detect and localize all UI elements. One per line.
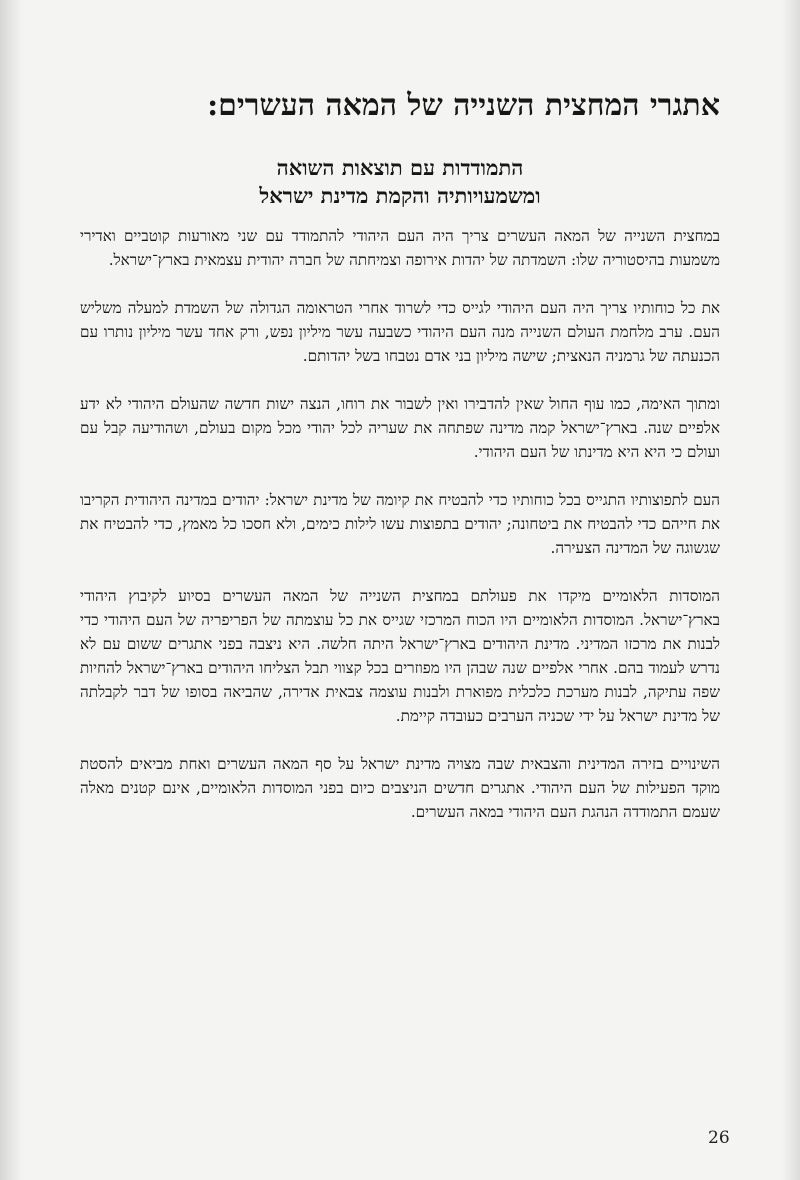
page-title: אתגרי המחצית השנייה של המאה העשרים: [207, 88, 720, 123]
paragraph-6: השינויים בזירה המדינית והצבאית שבה מצויה מדינת ישראל על סף המאה העשרים ואחת מביאים להסטת מוקד הפעילות של העם היהודי. אתגרים חדשים הניצבים כיום בפני המוסדות הלאומיים, אינם קטנים מאלה שעמם התמודדה הנהגת העם היהודי במאה העשרים. [80, 755, 720, 821]
page-edge-shadow-right [782, 0, 800, 1180]
paragraph-1: במחצית השנייה של המאה העשרים צריך היה העם היהודי להתמודד עם שני מאורעות קוטביים ואדירי משמעות בהיסטוריה שלו: השמדתה של יהדות אירופה וצמיחתה של חברה יהודית עצמאית בארץ־ישראל. [80, 227, 720, 269]
paragraph-4: העם לתפוצותיו התגייס בכל כוחותיו כדי להבטיח את קיומה של מדינת ישראל: יהודים במדינה היהודית הקריבו את חייהם כדי להבטיח את ביטחונה; יהודים בתפוצות עשו לילות כימים, ולא חסכו כל מאמץ, כדי להבטיח את שגשוגה של המדינה הצעירה. [80, 491, 720, 557]
page-edge-shadow-left [0, 0, 22, 1180]
paragraph-2: את כל כוחותיו צריך היה העם היהודי לגייס כדי לשרוד אחרי הטראומה הגדולה של השמדת למעלה משליש העם. ערב מלחמת העולם השנייה מנה העם היהודי כשבעה עשר מיליון נפש, ורק אחד עשר מיליון נותרו עם הכנעתה של גרמניה הנאצית; שישה מיליון בני אדם נטבחו בשל יהדותם. [80, 299, 720, 365]
page-content [80, 86, 720, 848]
paragraph-3: ומתוך האימה, כמו עוף החול שאין להדבירו ואין לשבור את רוחו, הנצה ישות חדשה שהעולם היהודי לא ידע אלפיים שנה. בארץ־ישראל קמה מדינה שפתחה את שעריה לכל יהודי מכל מקום בעולם, ושהודיעה קבל עם ועולם כי היא היא מדינתו של העם היהודי. [80, 395, 720, 461]
page-number: 26 [708, 1128, 730, 1148]
page-subtitle [80, 154, 720, 210]
subtitle-line-1: התמודדות עם תוצאות השואה [276, 155, 524, 180]
paragraph-5: המוסדות הלאומיים מיקדו את פעולתם במחצית השנייה של המאה העשרים בסיוע לקיבוץ היהודי בארץ־ישראל. המוסדות הלאומיים היו הכוח המרכזי שגייס את כל עוצמתה של הפריפריה של העם היהודי כדי לבנות את מרכזו המדיני. מדינת היהודים בארץ־ישראל היתה חלשה. היא ניצבה בפני אתגרים ששום עם לא נדרש לעמוד בהם. אחרי אלפיים שנה שבהן היו מפוזרים בכל קצווי תבל הצליחו היהודים בארץ־ישראל להחיות שפה עתיקה, לבנות מערכת כלכלית מפוארת ולבנות עוצמה צבאית אדירה, שהביאה בסופו של דבר לקבלתה של מדינת ישראל על ידי שכניה הערבים כעובדה קיימת. [80, 587, 720, 725]
subtitle-line-2: ומשמעויותיה והקמת מדינת ישראל [259, 183, 541, 208]
